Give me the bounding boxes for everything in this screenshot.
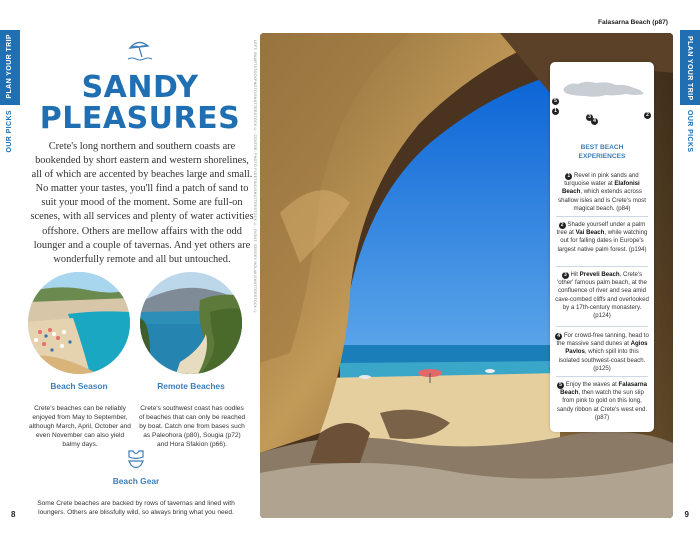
entry-text: , Crete's 'other' famous palm beach, at the confluence of river and sea amid cave-combed cliffs and overlooked by a 17th-century monastery. (p124) bbox=[555, 271, 649, 320]
crete-map bbox=[556, 70, 648, 110]
beach-season-photo bbox=[28, 272, 130, 374]
experience-entry-4 bbox=[555, 332, 649, 373]
experience-entry-5 bbox=[555, 381, 649, 422]
photo-caption: Falasarna Beach (p87) bbox=[598, 19, 668, 26]
entry-number: 4 bbox=[555, 333, 562, 340]
map-marker-4: 4 bbox=[591, 118, 598, 125]
title-line-2: PLEASURES bbox=[39, 101, 241, 136]
entry-beach-name: Vai Beach bbox=[575, 229, 605, 237]
divider bbox=[556, 266, 648, 267]
plan-your-trip-label: PLAN YOUR TRIP bbox=[6, 34, 13, 99]
entry-text: Enjoy the waves at bbox=[563, 381, 619, 388]
intro-paragraph: Crete's long northern and southern coasts are bookended by short eastern and western shorelines, all of which are accented by beaches large and small. No matter your tastes, you'll find a patch of sand to suit your mood of the moment. Some are full-on scenes, with all services and plenty of water activities offshore. Others are mellow affairs with the odd lounger and a couple of tavernas. And yet others are wonderfully remote and all but untouched. bbox=[30, 141, 254, 265]
divider bbox=[556, 326, 648, 327]
experience-entry-2 bbox=[555, 221, 649, 254]
map-marker-3: 3 bbox=[586, 114, 593, 121]
entry-text: , which spill into this isolated southwest-coast beach. (p125) bbox=[558, 348, 646, 372]
entry-number: 3 bbox=[562, 272, 569, 279]
page-title bbox=[30, 72, 250, 134]
beach-umbrella-icon bbox=[126, 38, 152, 62]
swimsuit-icon bbox=[125, 449, 147, 471]
entry-beach-name: Falasarna Beach bbox=[560, 381, 647, 397]
photo-credit: LEFT: SMARTSTOCKPHOTO/SHUTTERSTOCK ©; CENTRE: PHOTO FLEETINO/SHUTTERSTOCK ©; RIGHT: SERGEY HOLAK/SHUTTERSTOCK © bbox=[253, 40, 257, 314]
page-number-right: 9 bbox=[684, 510, 689, 519]
divider bbox=[556, 216, 648, 217]
entry-number: 5 bbox=[557, 382, 564, 389]
entry-beach-name: Preveli Beach bbox=[579, 271, 620, 278]
entry-number: 1 bbox=[565, 173, 572, 180]
remote-beaches-heading: Remote Beaches bbox=[157, 381, 225, 391]
entry-text: , then watch the sun slip from pink to gold on this long, sandy ribbon at Crete's west end. (p87) bbox=[556, 389, 648, 421]
beach-gear-text: Some Crete beaches are backed by rows of tavernas and lined with loungers. Others are blissfully wild, so always bring what you need. bbox=[37, 500, 235, 516]
entry-text: , which extends across shallow isles and is Crete's most magical beach. (p84) bbox=[558, 188, 646, 212]
plan-your-trip-tab bbox=[0, 30, 20, 105]
plan-your-trip-label-right: PLAN YOUR TRIP bbox=[686, 36, 693, 101]
experience-entry-3 bbox=[555, 271, 649, 320]
divider bbox=[556, 376, 648, 377]
our-picks-label: OUR PICKS bbox=[6, 110, 13, 153]
entry-text: Shade yourself under a palm tree at bbox=[556, 221, 646, 237]
entry-beach-name: Agios Pavlos bbox=[565, 340, 648, 356]
remote-beaches-photo bbox=[140, 272, 242, 374]
experience-entry-1 bbox=[555, 172, 649, 213]
title-line-1: SANDY bbox=[81, 70, 199, 105]
card-heading bbox=[550, 144, 654, 161]
entry-text: Hit bbox=[568, 271, 580, 278]
beach-season-heading: Beach Season bbox=[50, 381, 108, 391]
card-heading-line-1: BEST BEACH bbox=[580, 144, 624, 151]
beach-season-text: Crete's beaches can be reliably enjoyed from May to September, although March, April, October and even November can also yield balmy days. bbox=[29, 405, 131, 448]
left-edge-tab bbox=[0, 0, 20, 539]
entry-number: 2 bbox=[559, 222, 566, 229]
entry-text: For crowd-free tanning, head to the massive sand dunes at bbox=[556, 332, 649, 348]
map-marker-2: 2 bbox=[644, 112, 651, 119]
beach-gear-heading: Beach Gear bbox=[112, 476, 160, 486]
right-edge-tab bbox=[680, 0, 700, 539]
page-number-left: 8 bbox=[11, 510, 16, 519]
plan-your-trip-tab-right bbox=[680, 30, 700, 105]
map-marker-1: 1 bbox=[552, 108, 559, 115]
entry-text: , while watching out for falling dates in Europe's largest native palm forest. (p194) bbox=[557, 229, 648, 253]
best-beach-experiences-card bbox=[550, 62, 654, 432]
card-heading-line-2: EXPERIENCES bbox=[578, 152, 626, 160]
entry-beach-name: Elafonisi Beach bbox=[562, 180, 640, 196]
map-marker-5: 5 bbox=[552, 98, 559, 105]
remote-beaches-text: Crete's southwest coast has oodles of beaches that can only be reached by boat. Catch one from bases such as Paleohora (p80), Sougia (p72) and Hora Sfakion (p66). bbox=[138, 405, 246, 448]
entry-text: Revel in pink sands and turquoise water at bbox=[564, 172, 639, 188]
our-picks-label-right: OUR PICKS bbox=[686, 110, 693, 153]
